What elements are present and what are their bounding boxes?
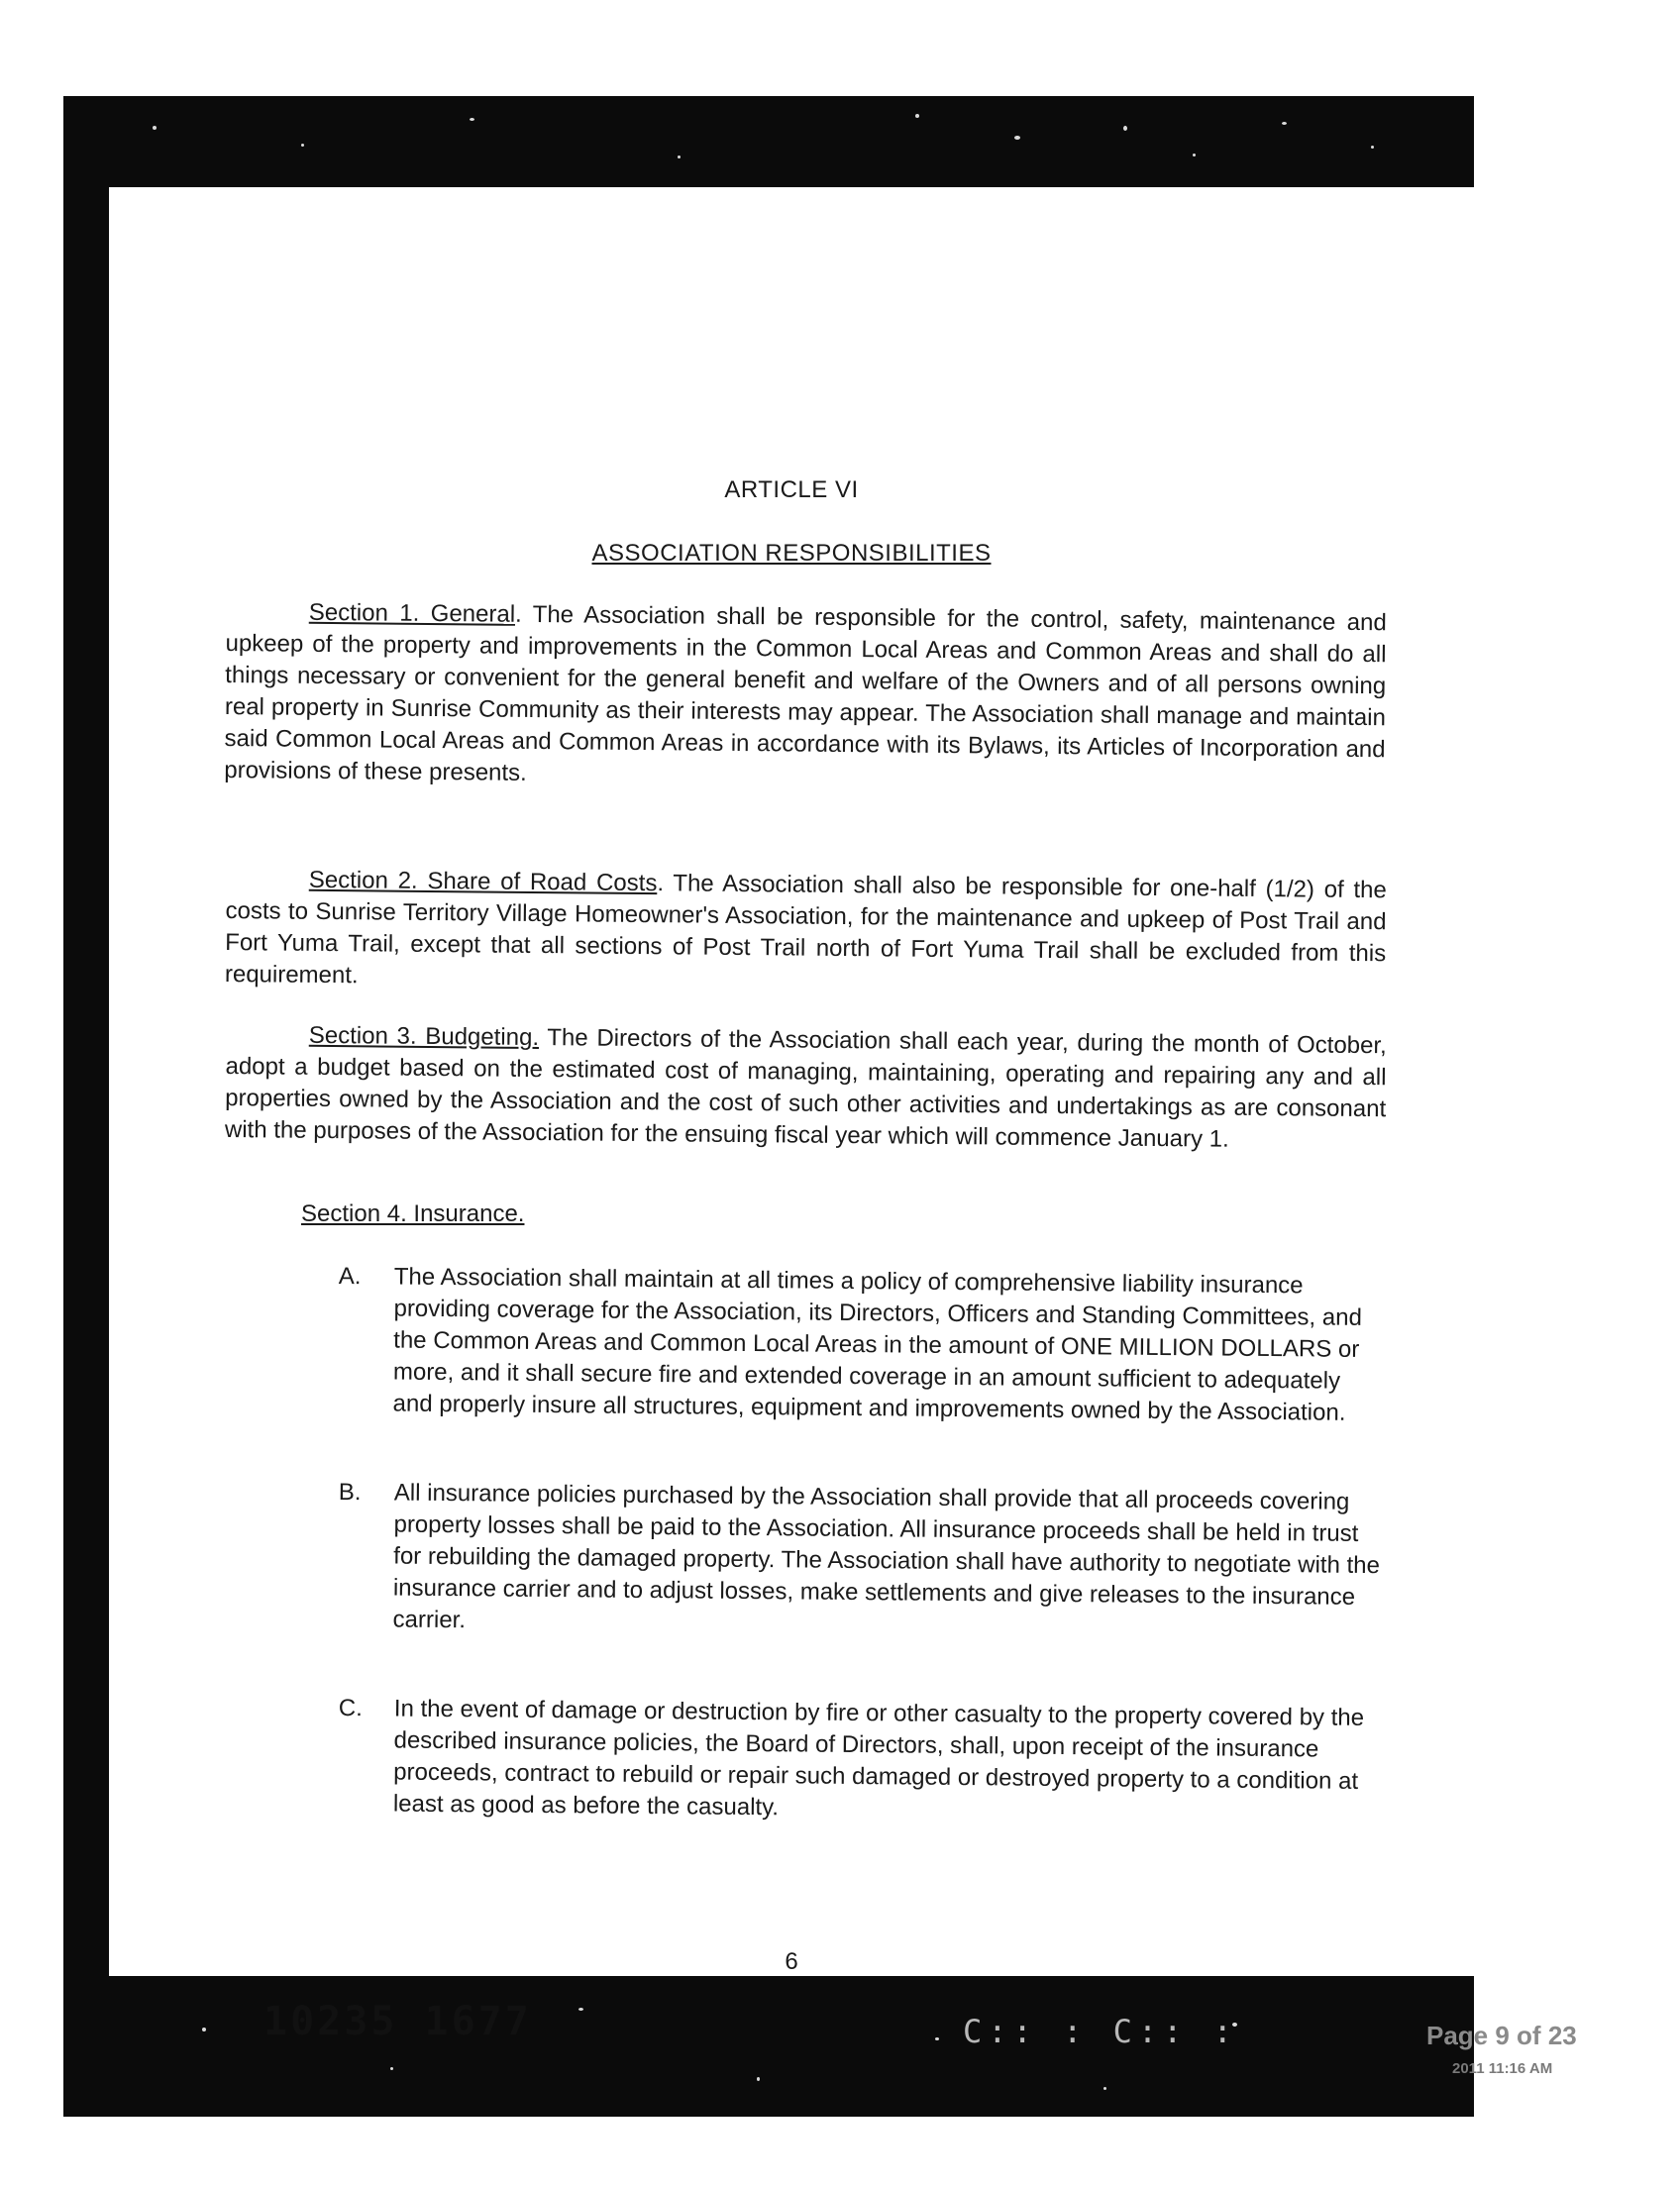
scan-speck xyxy=(1103,2087,1106,2090)
scan-speck xyxy=(202,2028,206,2031)
insurance-item-a xyxy=(337,1261,1386,1429)
scan-speck xyxy=(915,114,919,118)
article-subtitle: ASSOCIATION RESPONSIBILITIES xyxy=(591,540,992,567)
scan-speck xyxy=(935,2037,939,2040)
scan-speck xyxy=(390,2067,393,2070)
section-2-text: . The Association shall also be responsible for one-half (1/2) of the costs to Sunrise Territory Village Homeowner's Association, for the maintenance and upkeep of Post Trail and Fort Yuma Trail, except that all sections of Post Trail north of Fort Yuma Trail shall be excluded from this requirement. xyxy=(224,870,1387,989)
scan-speck xyxy=(470,118,474,121)
faint-recording-stamp: C:: : C:: : xyxy=(963,2013,1238,2050)
scan-speck xyxy=(1371,146,1374,149)
page-number: 6 xyxy=(785,1948,798,1975)
recording-number: 10235 1677 xyxy=(263,1999,532,2044)
item-text: In the event of damage or destruction by fire or other casualty to the property covered by the described insurance policies, the Board of Directors, shall, upon receipt of the insurance proceeds, contract to rebuild or repair such damaged or destroyed property to a condition at least as good as before the casualty. xyxy=(392,1695,1365,1822)
section-3-heading: Section 3. Budgeting. xyxy=(308,1021,540,1052)
scan-speck xyxy=(1193,154,1196,156)
section-1-heading: Section 1. General xyxy=(308,598,516,628)
section-1-text: . The Association shall be responsible for the control, safety, maintenance and upkeep of the property and improvements in the Common Local Areas and Common Areas and shall do all things necessary or convenient for the general benefit and welfare of the Owners and of all persons owning real property in Sunrise Community as their interests may appear. The Association shall manage and maintain said Common Local Areas and Common Areas in accordance with its Bylaws, its Articles of Incorporation and provisions of these presents. xyxy=(224,600,1387,786)
footer-datetime: 2011 11:16 AM xyxy=(1452,2060,1553,2077)
item-letter: C. xyxy=(338,1694,363,1722)
scan-speck xyxy=(1014,136,1020,140)
scan-speck xyxy=(757,2077,760,2081)
scan-speck xyxy=(678,156,681,158)
scanned-page-frame xyxy=(63,96,1474,2117)
item-text: All insurance policies purchased by the Association shall provide that all proceeds covering property losses shall be paid to the Association. All insurance proceeds shall be held in trust for rebuilding the damaged property. The Association shall have authority to negotiate with the insurance carrier and to adjust losses, make settlements and give releases to the insurance carrier. xyxy=(392,1479,1381,1634)
insurance-item-c xyxy=(338,1693,1387,1829)
scan-speck xyxy=(1282,122,1287,125)
scan-speck xyxy=(578,2008,583,2011)
insurance-item-b xyxy=(337,1477,1386,1645)
item-letter: B. xyxy=(338,1478,362,1507)
section-2-road-costs xyxy=(225,864,1387,1001)
document-body xyxy=(109,187,1474,2050)
item-letter: A. xyxy=(338,1262,362,1291)
scan-speck xyxy=(153,126,157,130)
scan-speck xyxy=(1123,126,1127,131)
document-page xyxy=(109,187,1474,2050)
scan-speck xyxy=(301,144,304,147)
section-1-general xyxy=(224,596,1387,797)
article-title: ARTICLE VI xyxy=(724,476,859,503)
section-4-heading: Section 4. Insurance. xyxy=(301,1200,525,1227)
footer-page-count: Page 9 of 23 xyxy=(1426,2021,1577,2050)
item-text: The Association shall maintain at all times a policy of comprehensive liability insurance providing coverage for the Association, its Directors, Officers and Standing Committees, and the Common Areas and Common Local Areas in the amount of ONE MILLION DOLLARS or more, and it shall secure fire and extended coverage in an amount sufficient to adequately and properly insure all structures, equipment and improvements owned by the Association. xyxy=(392,1263,1363,1426)
section-2-heading: Section 2. Share of Road Costs xyxy=(308,866,658,897)
section-3-budgeting xyxy=(225,1019,1387,1157)
section-3-text: The Directors of the Association shall each year, during the month of October, adopt a budget based on the estimated cost of managing, maintaining, operating and repairing any and all properties owned by the Association and the cost of such other activities and undertakings as are consonant with the purposes of the Association for the ensuing fiscal year which will commence January 1. xyxy=(224,1024,1387,1153)
